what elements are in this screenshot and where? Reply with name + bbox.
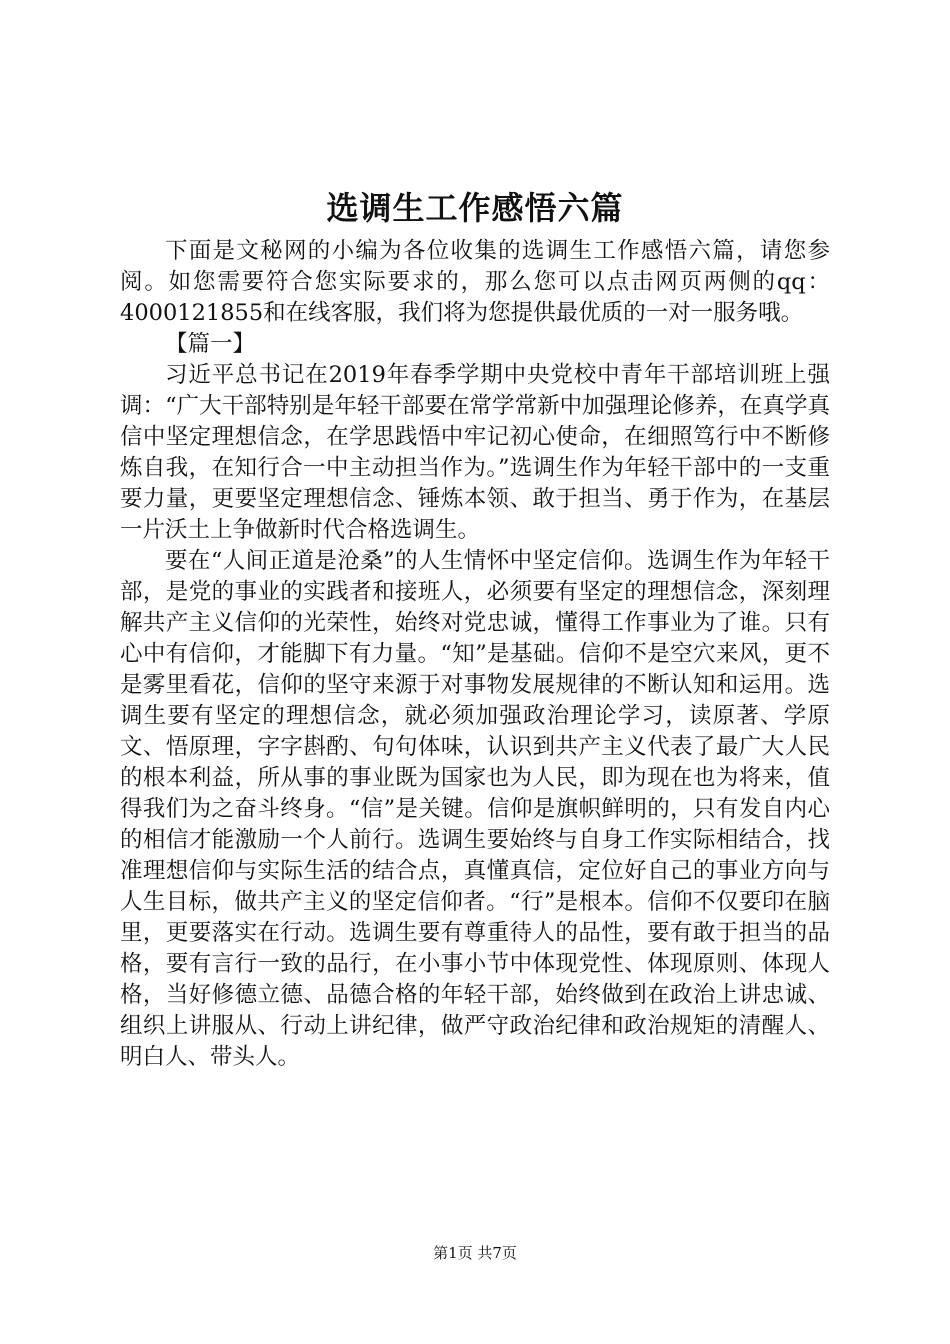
body-paragraph: 习近平总书记在2019年春季学期中央党校中青年干部培训班上强调：“广大干部特别是年轻干部要在常学常新中加强理论修养，在真学真信中坚定理想信念，在学思践悟中牢记初心使命，在细照笃行中不断修炼自我，在知行合一中主动担当作为。”选调生作为年轻干部中的一支重要力量，更要坚定理想信念、锤炼本领、敢于担当、勇于作为，在基层一片沃土上争做新时代合格选调生。 [120, 362, 830, 543]
body-paragraph: 要在“人间正道是沧桑”的人生情怀中坚定信仰。选调生作为年轻干部，是党的事业的实践者和接班人，必须要有坚定的理想信念，深刻理解共产主义信仰的光荣性，始终对党忠诚，懂得工作事业为了谁。只有心中有信仰，才能脚下有力量。“知”是基础。信仰不是空穴来风，更不是雾里看花，信仰的坚守来源于对事物发展规律的不断认知和运用。选调生要有坚定的理想信念，就必须加强政治理论学习，读原著、学原文、悟原理，字字斟酌、句句体味，认识到共产主义代表了最广大人民的根本利益，所从事的事业既为国家也为人民，即为现在也为将来，值得我们为之奋斗终身。“信”是关键。信仰是旗帜鲜明的，只有发自内心的相信才能激励一个人前行。选调生要始终与自身工作实际相结合，找准理想信仰与实际生活的结合点，真懂真信，定位好自己的事业方向与人生目标，做共产主义的坚定信仰者。“行”是根本。信仰不仅要印在脑里，更要落实在行动。选调生要有尊重待人的品性，要有敢于担当的品格，要有言行一致的品行，在小事小节中体现党性、体现原则、体现人格，当好修德立德、品德合格的年轻干部，始终做到在政治上讲忠诚、组织上讲服从、行动上讲纪律，做严守政治纪律和政治规矩的清醒人、明白人、带头人。 [120, 548, 830, 1070]
document-body [120, 236, 830, 1073]
document-title: 选调生工作感悟六篇 [326, 189, 624, 227]
section-heading: 【篇一】 [165, 331, 256, 357]
intro-paragraph: 下面是文秘网的小编为各位收集的选调生工作感悟六篇，请您参阅。如您需要符合您实际要求的，那么您可以点击网页两侧的qq：4000121855和在线客服，我们将为您提供最优质的一对一服务哦。 [120, 238, 830, 326]
page-footer: 第1页 共7页 [433, 1244, 517, 1262]
